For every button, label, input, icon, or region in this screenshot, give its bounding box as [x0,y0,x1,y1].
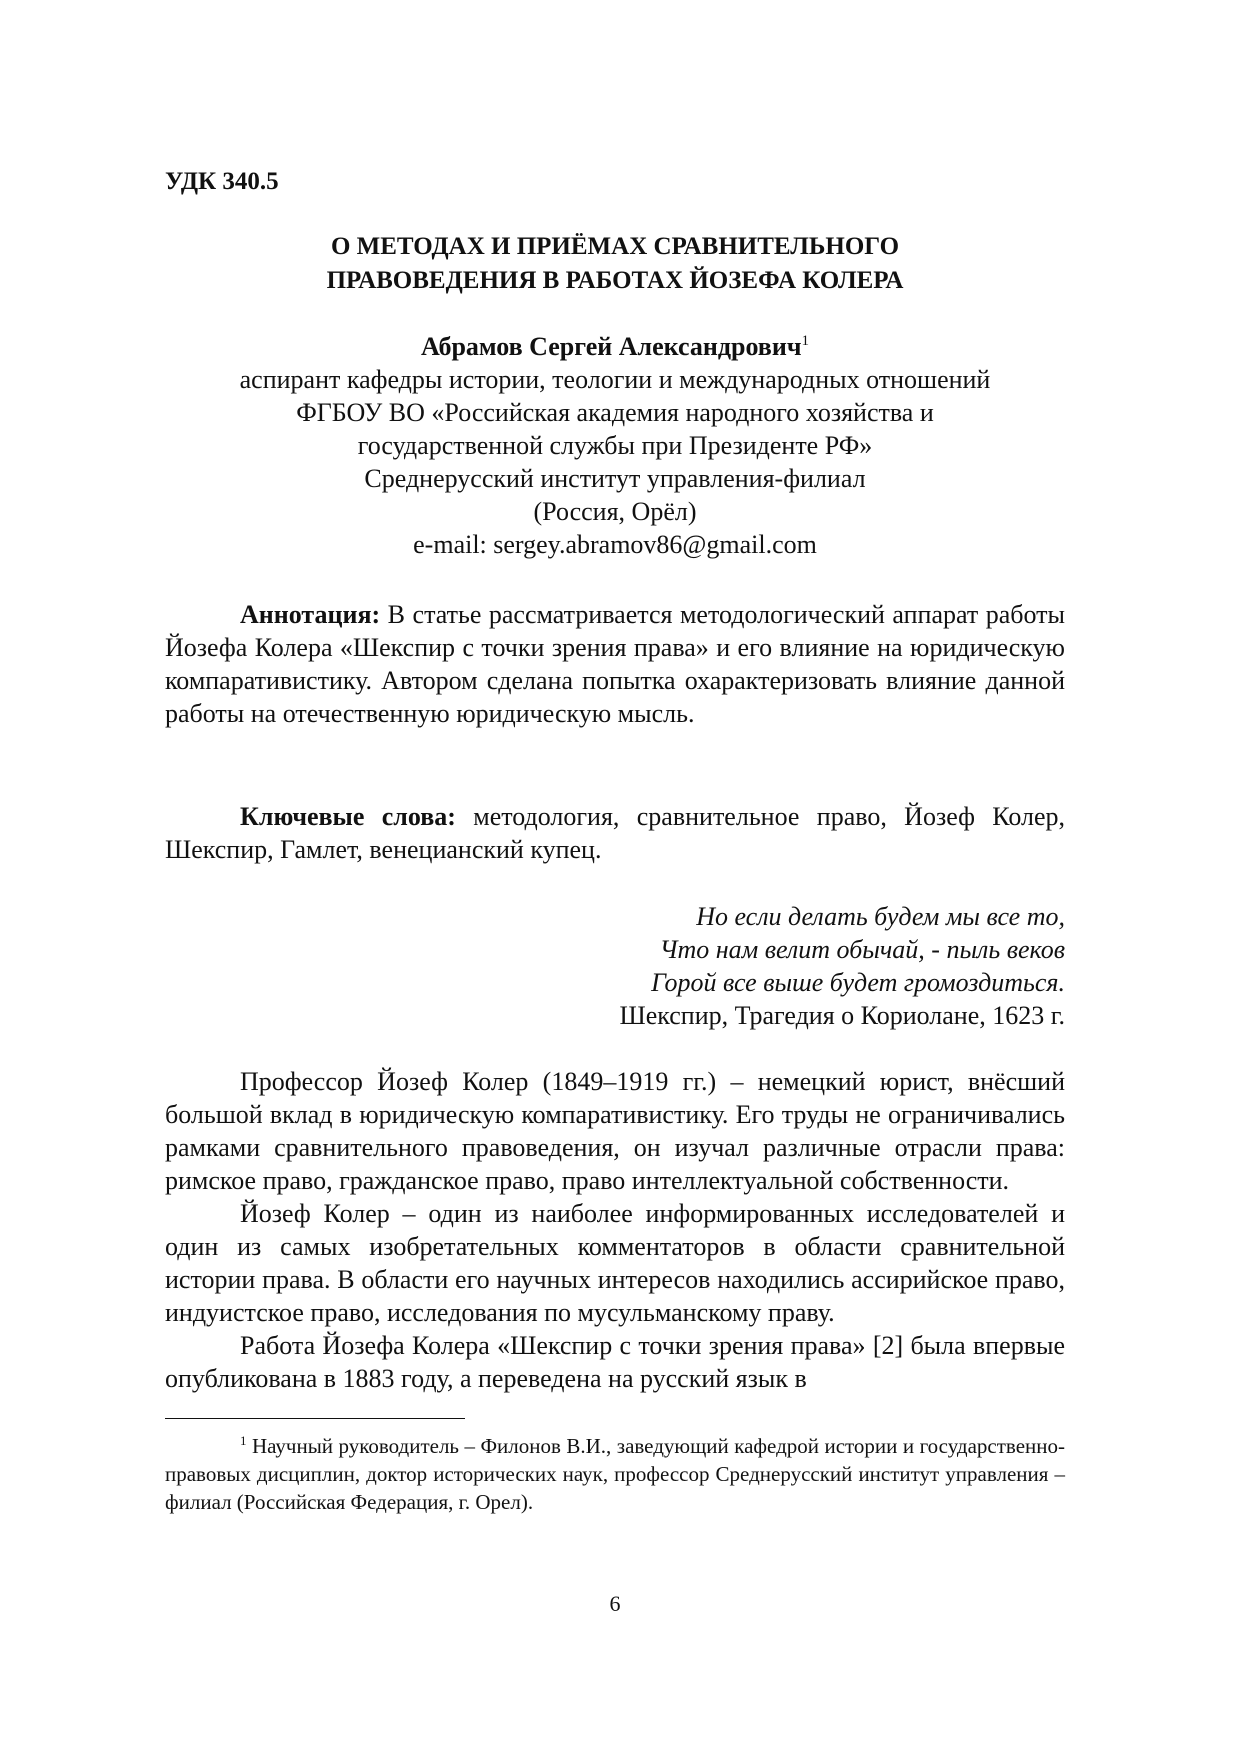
author-name [165,330,1065,363]
abstract-text: В статье рассматривается методологический аппарат работы Йозефа Колера «Шекспир с точки зрения права» и его влияние на юридическую компаративистику. Автором сделана попытка охарактеризовать влияние данной работы на отечественную юридическую мысль. [165,600,1065,728]
keywords-label: Ключевые слова: [240,802,456,831]
body-paragraph-3: Работа Йозефа Колера «Шекспир с точки зрения права» [2] была впервые опубликована в 1883 году, а переведена на русский язык в [165,1331,1065,1393]
abstract-paragraph [165,598,1065,730]
body-text [165,1065,1065,1395]
epigraph-line-2: Что нам велит обычай, - пыль веков [659,935,1065,964]
author-footnote-mark[interactable]: 1 [801,333,809,349]
epigraph-line-3: Горой все выше будет громоздиться. [651,968,1065,997]
body-paragraph-2: Йозеф Колер – один из наиболее информированных исследователей и один из самых изобретательных комментаторов в области сравнительной истории права. В области его научных интересов находились ассирийское право, индуистское право, исследования по мусульманскому праву. [165,1199,1065,1327]
epigraph-line-1: Но если делать будем мы все то, [696,902,1065,931]
udk-code: УДК 340.5 [165,168,279,195]
author-block [165,330,1065,561]
author-affiliation-line-2: ФГБОУ ВО «Российская академия народного хозяйства и [296,398,934,427]
footnote-text: Научный руководитель – Филонов В.И., заведующий кафедрой истории и государственно-правовых дисциплин, доктор исторических наук, профессор Среднерусский институт управления – филиал (Российская Федерация, г. Орел). [165,1434,1065,1514]
epigraph-source: Шекспир, Трагедия о Кориолане, 1623 г. [619,1001,1065,1030]
body-paragraph-1: Профессор Йозеф Колер (1849–1919 гг.) – немецкий юрист, внёсший большой вклад в юридическую компаративистику. Его труды не ограничивались рамками сравнительного правоведения, он изучал различные отрасли права: римское право, гражданское право, право интеллектуальной собственности. [165,1067,1065,1195]
epigraph [165,900,1065,1032]
article-title-line-1: О МЕТОДАХ И ПРИЁМАХ СРАВНИТЕЛЬНОГО [330,233,900,260]
author-location: (Россия, Орёл) [533,497,697,526]
keywords-text: методология, сравнительное право, Йозеф Колер, Шекспир, Гамлет, венецианский купец. [165,802,1065,864]
footnote-separator [165,1418,465,1419]
abstract-label: Аннотация: [240,600,381,629]
article-title [165,230,1065,298]
author-email[interactable]: e-mail: sergey.abramov86@gmail.com [413,530,817,559]
article-title-line-2: ПРАВОВЕДЕНИЯ В РАБОТАХ ЙОЗЕФА КОЛЕРА [326,267,904,294]
footnote-mark: 1 [240,1433,247,1448]
keywords-paragraph [165,800,1065,866]
author-affiliation-line-1: аспирант кафедры истории, теологии и международных отношений [239,365,991,394]
author-affiliation-line-3: государственной службы при Президенте РФ» [357,431,873,460]
page-number: 6 [609,1591,621,1616]
author-name-text: Абрамов Сергей Александрович [421,332,802,361]
author-affiliation-line-4: Среднерусский институт управления-филиал [364,464,866,493]
footnote [165,1432,1065,1516]
